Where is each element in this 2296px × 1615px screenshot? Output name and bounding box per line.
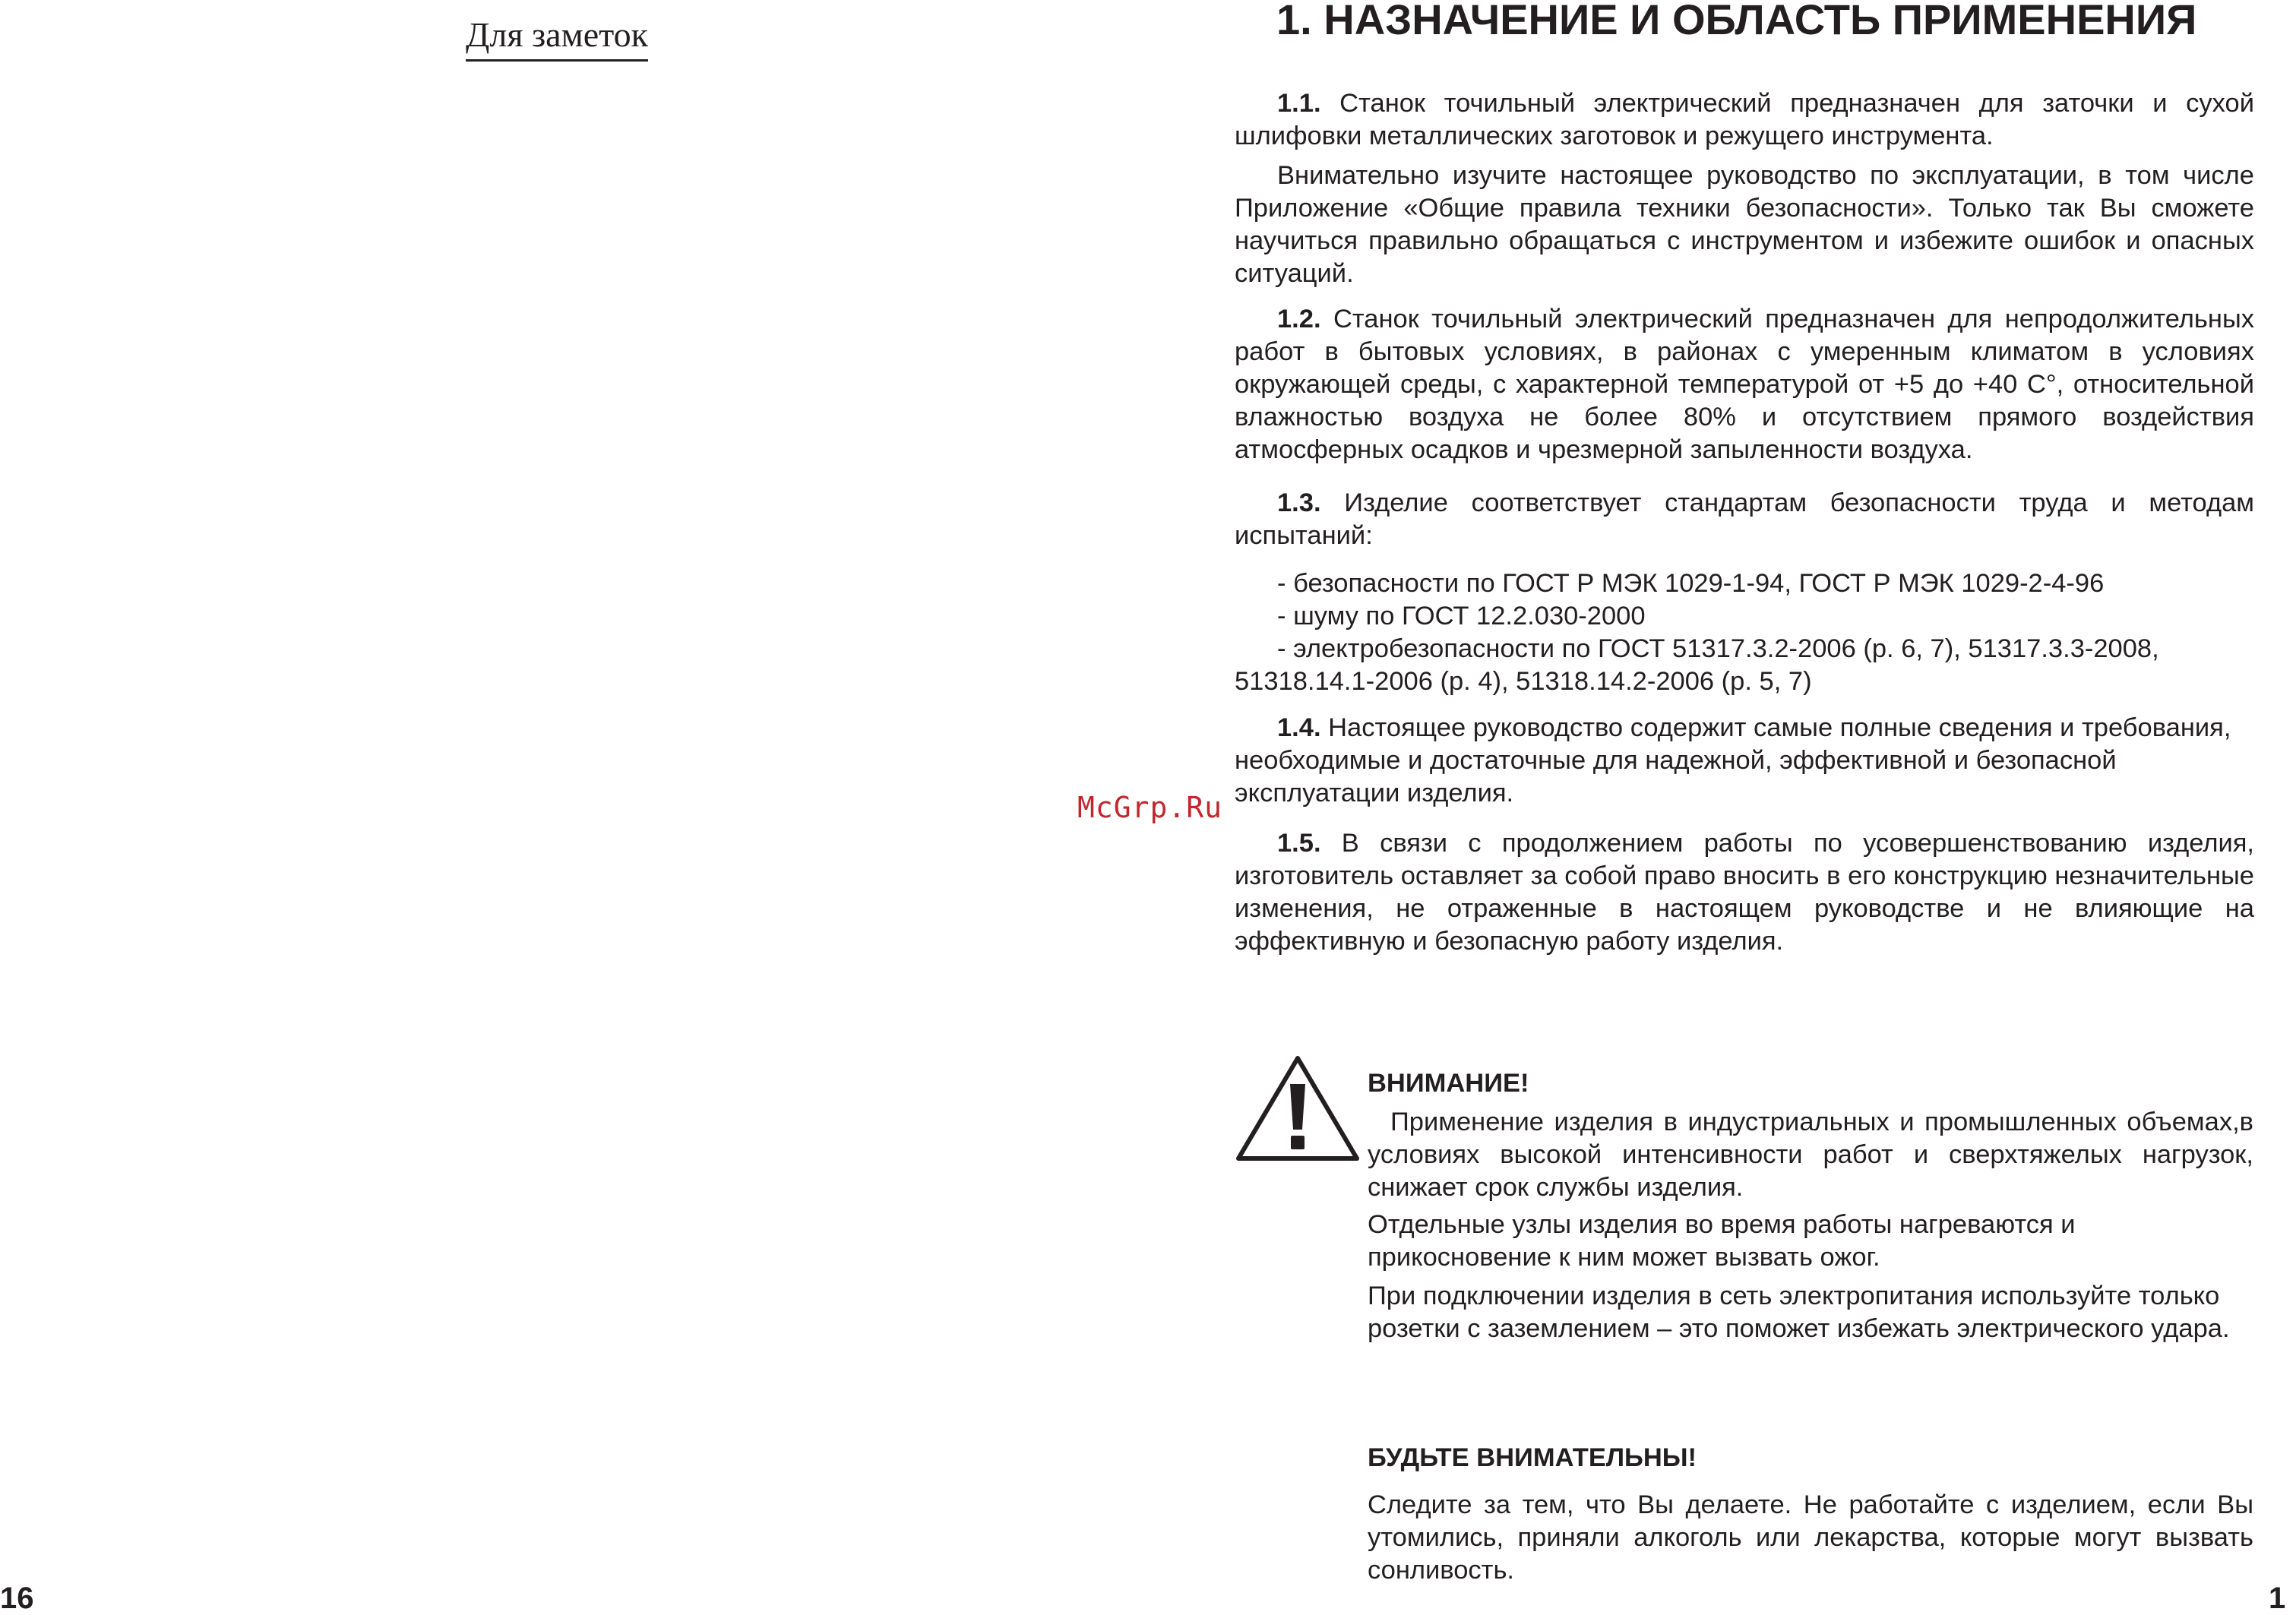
section-title: 1. НАЗНАЧЕНИЕ И ОБЛАСТЬ ПРИМЕНЕНИЯ — [1276, 0, 2197, 43]
paragraph-number: 1.3. — [1277, 488, 1321, 517]
paragraph-text: Настоящее руководство содержит самые полные сведения и требования, необходимые и достаточные для надежной, эффективной и безопасной эксплуатации изделия. — [1235, 713, 2231, 808]
paragraph-number: 1.5. — [1277, 829, 1321, 858]
paragraph-text: Станок точильный электрический предназначен для заточки и сухой шлифовки металлических заготовок и режущего инструмента. — [1235, 89, 2254, 150]
warning-paragraph: Отдельные узлы изделия во время работы нагреваются и прикосновение к ним может вызвать ожог. — [1368, 1210, 2076, 1272]
paragraph-1-2 — [1235, 303, 2254, 466]
paragraph-text: В связи с продолжением работы по усовершенствованию изделия, изготовитель оставляет за собой право вносить в его конструкцию незначительные изменения, не отраженные в настоящем руководстве и не влияющие на эффективную и безопасную работу изделия. — [1235, 829, 2254, 956]
paragraph-number: 1.1. — [1277, 89, 1321, 118]
attention-title: БУДЬТЕ ВНИМАТЕЛЬНЫ! — [1368, 1443, 1697, 1472]
paragraph-1-3 — [1235, 487, 2254, 552]
paragraph-number: 1.2. — [1277, 305, 1321, 333]
paragraph-text: Изделие соответствует стандартам безопасности труда и методам испытаний: — [1235, 488, 2254, 550]
paragraph-number: 1.4. — [1277, 713, 1321, 742]
watermark-logo: McGrp.Ru — [1077, 791, 1223, 824]
warning-paragraph: Применение изделия в индустриальных и промышленных объемах,в условиях высокой интенсивности работ и сверхтяжелых нагрузок, снижает срок службы изделия. — [1368, 1108, 2253, 1202]
attention-paragraph: Следите за тем, что Вы делаете. Не работайте с изделием, если Вы утомились, приняли алкоголь или лекарства, которые могут вызвать сонливость. — [1368, 1490, 2253, 1585]
notes-title: Для заметок — [466, 14, 648, 62]
paragraph-text: Станок точильный электрический предназначен для непродолжительных работ в бытовых условиях, в районах с умеренным климатом в условиях окружающей среды, с характерной температурой от +5 до +40 С°, относительной влажностью воздуха не более 80% и отсутствием прямого воздействия атмосферных осадков и чрезмерной запыленности воздуха. — [1235, 305, 2254, 464]
warning-title: ВНИМАНИЕ! — [1368, 1069, 1529, 1098]
list-item: - электробезопасности по ГОСТ 51317.3.2-2006 (р. 6, 7), 51317.3.3-2008, 51318.14.1-2006 (р. 4), 51318.14.2-2006 (р. 5, 7) — [1235, 634, 2159, 696]
page-number-right: 1 — [2269, 1582, 2286, 1615]
warning-paragraph: При подключении изделия в сеть электропитания используйте только розетки с заземлением – это поможет избежать электрического удара. — [1368, 1282, 2230, 1343]
warning-triangle-icon — [1234, 1052, 1361, 1165]
paragraph-1-1 — [1235, 87, 2254, 153]
paragraph-1-5 — [1235, 827, 2254, 958]
paragraph-1-1-read-manual: Внимательно изучите настоящее руководство по эксплуатации, в том числе Приложение «Общие правила техники безопасности». Только так Вы сможете научиться правильно обращаться с инструментом и избежите ошибок и опасных ситуаций. — [1235, 161, 2254, 288]
standards-list — [1235, 567, 2254, 698]
list-item: - безопасности по ГОСТ Р МЭК 1029-1-94, ГОСТ Р МЭК 1029-2-4-96 — [1277, 569, 2105, 598]
page-number-left: 16 — [0, 1582, 34, 1615]
list-item: - шуму по ГОСТ 12.2.030-2000 — [1277, 602, 1646, 631]
paragraph-1-4 — [1235, 712, 2254, 810]
